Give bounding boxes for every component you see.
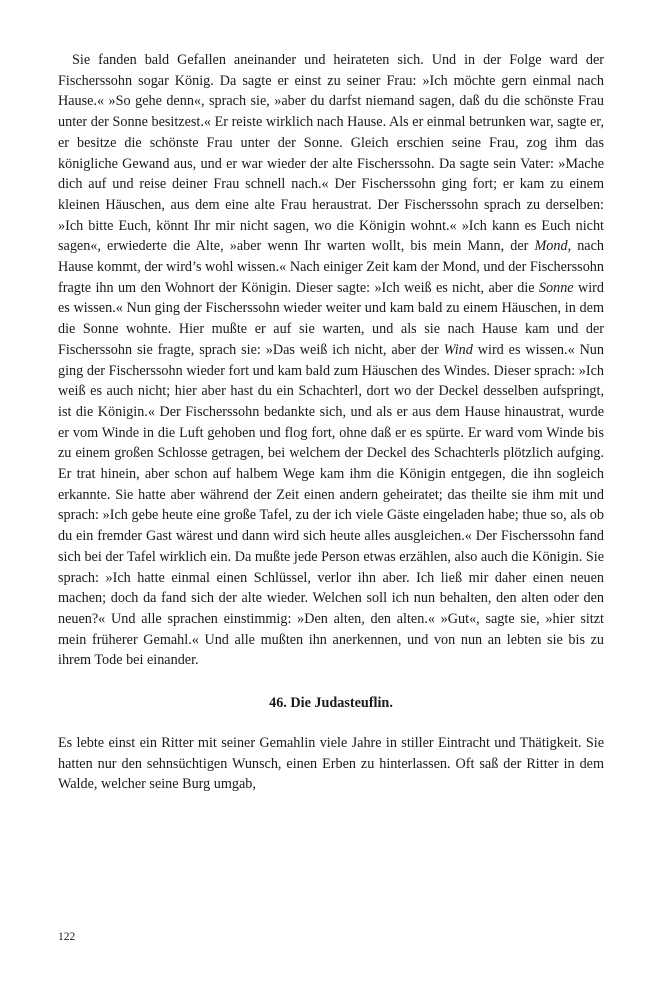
- text-run: Sie fanden bald Gefallen aneinander und heirateten sich. Und in der Folge ward der Fischerssohn sogar König. Da sagte er einst zu seiner Frau: »Ich möchte gern einmal nach Hause.« »So gehe denn«, sprach sie, »aber du darfst niemand sagen, daß du die schönste Frau unter der Sonne besitzest.« Er reiste wirklich nach Hause. Als er einmal betrunken war, sagte er, er besitze die schönste Frau unter der Sonne. Gleich erschien seine Frau, zog ihm das königliche Gewand aus, und er war wieder der alte Fischerssohn. Da sagte sein Vater: »Mache dich auf und reise deiner Frau schnell nach.« Der Fischerssohn ging fort; er kam zu einem kleinen Häuschen, aus dem eine alte Frau heraustrat. Der Fischerssohn sprach zu derselben: »Ich bitte Euch, könnt Ihr mir nicht sagen, wo die Königin wohnt.« »Ich kann es Euch nicht sagen«, erwiederte die Alte, »aber wenn Ihr warten wollt, bis mein Mann, der: [58, 52, 604, 255]
- text-run-italic: Mond: [534, 238, 568, 255]
- page-number: 122: [58, 931, 76, 943]
- text-run: wird es wissen.« Nun ging der Fischerssohn wieder fort und kam bald zum Häuschen des Windes. Dieser sprach: »Ich weiß es auch nicht; hier aber hast du ein Schachterl, dort wo der Deckel desselben aufspringt, ist die Königin.« Der Fischerssohn bedankte sich, und als er aus dem Hause hinaustrat, wurde er vom Winde in die Luft gehoben und flog fort, ohne daß er es spürte. Er ward vom Winde bis zu einem großen Schlosse getragen, bei welchem der Deckel des Schachterls plötzlich aufging. Er trat hinein, aber schon auf halbem Wege kam ihm die Königin entgegen, die ihn sogleich erkannte. Sie hatte aber während der Zeit einen andern geheiratet; das theilte sie ihm mit und sprach: »Ich gebe heute eine große Tafel, zu der ich viele Gäste eingeladen habe; thue so, als ob du ein fremder Gast wärest und dann wird sich heute alles ausgleichen.« Der Fischerssohn fand sich bei der Tafel wirklich ein. Da mußte jede Person etwas erzählen, also auch die Königin. Sie sprach: »Ich hatte einmal einen Schlüssel, verlor ihn aber. Ich ließ mir daher einen neuen machen; doch da fand sich der alte wieder. Welchen soll ich nun behalten, den alten oder den neuen?« Und alle sprachen einstimmig: »Den alten, den alten.« »Gut«, sagte sie, »hier sitzt mein früherer Gemahl.« Und alle mußten ihn anerkennen, und von nun an lebten sie bis zu ihrem Tode bei einander.: [58, 341, 604, 669]
- story-continuation-paragraph: [58, 50, 604, 671]
- text-run-italic: Sonne: [538, 279, 574, 296]
- text-run: wird es wissen.« Nun ging der Fischerssohn wieder weiter und kam bald zu einem Häuschen, in dem die Sonne wohnte. Hier mußte er auf sie warten, und als sie nach Hause kam und der Fischerssohn sie fragte, sprach sie: »Das weiß ich nicht, aber der: [58, 279, 604, 358]
- page-body: [58, 50, 604, 795]
- story-heading: 46. Die Judasteuflin.: [269, 695, 393, 712]
- new-story-paragraph: Es lebte einst ein Ritter mit seiner Gemahlin viele Jahre in stiller Eintracht und Thätigkeit. Sie hatten nur den sehnsüchtigen Wunsch, einen Erben zu hinterlassen. Oft saß der Ritter in dem Walde, welcher seine Burg umgab,: [58, 734, 604, 793]
- text-run-italic: Wind: [443, 341, 473, 358]
- text-run: , nach Hause kommt, der wird’s wohl wissen.« Nach einiger Zeit kam der Mond, und der Fischerssohn fragte ihn um den Wohnort der Königin. Dieser sagte: »Ich weiß es nicht, aber die: [58, 238, 604, 296]
